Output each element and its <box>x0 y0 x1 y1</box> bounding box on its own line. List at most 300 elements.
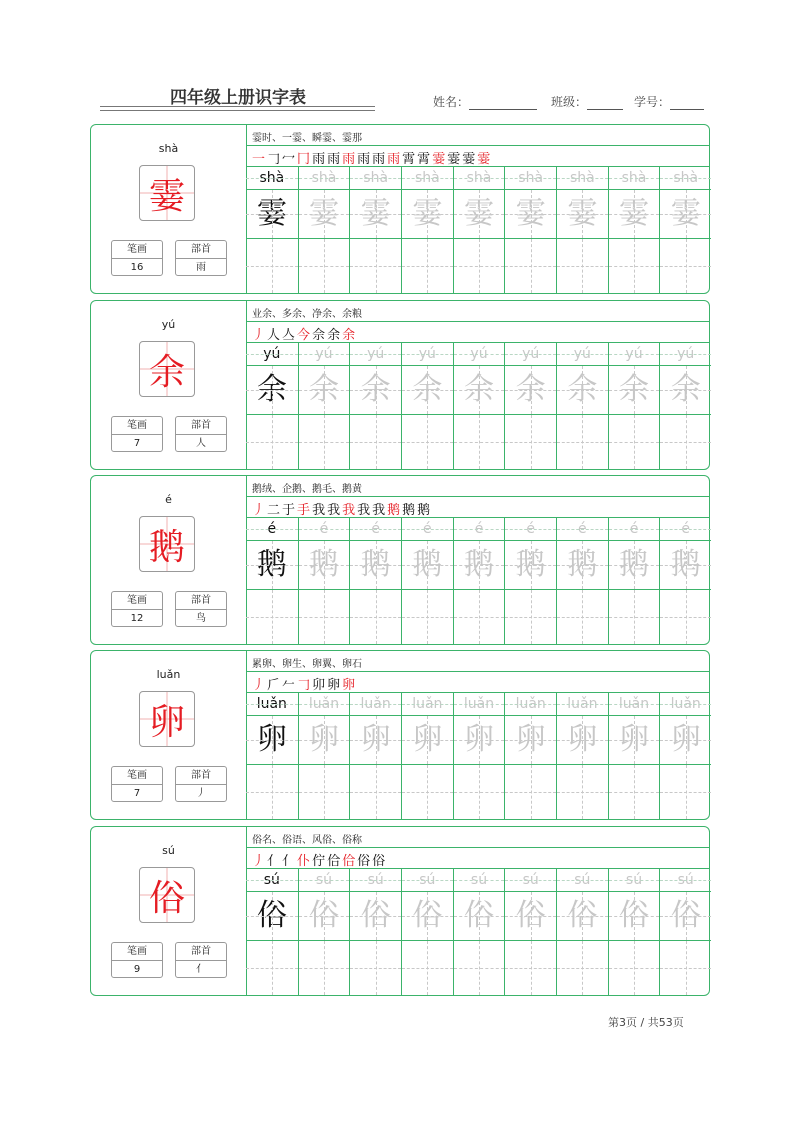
character-trace: 霎 <box>609 190 660 239</box>
stroke-step: 一 <box>252 152 268 167</box>
stroke-step: 霄 <box>417 152 433 167</box>
radical-box <box>175 416 227 452</box>
writing-cell[interactable] <box>609 941 660 995</box>
character-trace: 余 <box>609 366 660 415</box>
main-character: 余 <box>139 341 195 397</box>
stroke-step: 余 <box>327 328 343 343</box>
practice-cell <box>453 869 505 995</box>
practice-cell <box>608 518 660 644</box>
writing-cell[interactable] <box>246 765 298 819</box>
example-words: 累卵、卵生、卵翼、卵石 <box>252 659 362 670</box>
stroke-step: 𠃌 <box>297 678 313 693</box>
char-pinyin: sú <box>162 844 175 857</box>
stroke-step: 雨 <box>372 152 388 167</box>
writing-cell[interactable] <box>299 765 350 819</box>
character-trace: 余 <box>246 366 298 415</box>
strokes-count: 16 <box>130 262 144 273</box>
writing-cell[interactable] <box>505 590 556 644</box>
pinyin-trace: shà <box>454 167 505 190</box>
writing-cell[interactable] <box>557 941 608 995</box>
pinyin-trace: luǎn <box>402 693 453 716</box>
practice-cell <box>401 518 453 644</box>
writing-cell[interactable] <box>246 239 298 293</box>
writing-cell[interactable] <box>609 239 660 293</box>
pinyin-trace: luǎn <box>609 693 660 716</box>
practice-cell <box>246 343 298 469</box>
practice-cell <box>298 693 350 819</box>
stroke-step: 丿 <box>252 503 268 518</box>
stroke-step: 雨 <box>357 152 373 167</box>
stroke-step: 霎 <box>462 152 478 167</box>
practice-cell <box>298 167 350 293</box>
class-field <box>551 93 623 110</box>
character-trace: 俗 <box>350 892 401 941</box>
writing-cell[interactable] <box>402 941 453 995</box>
practice-cell <box>504 693 556 819</box>
practice-cell <box>453 343 505 469</box>
class-blank[interactable] <box>587 97 623 110</box>
character-trace: 卵 <box>609 716 660 765</box>
stroke-order <box>252 499 432 518</box>
stroke-order-row <box>246 671 709 693</box>
pinyin-trace: yú <box>402 343 453 366</box>
writing-cell[interactable] <box>609 765 660 819</box>
stroke-order <box>252 324 357 343</box>
character-trace: 鹅 <box>246 541 298 590</box>
char-pinyin: luǎn <box>156 668 181 681</box>
writing-cell[interactable] <box>660 415 711 469</box>
radical-value: 鸟 <box>196 613 206 624</box>
strokes-box <box>111 416 163 452</box>
practice-cell <box>608 343 660 469</box>
radical-value: 雨 <box>196 262 206 273</box>
radical-box <box>175 942 227 978</box>
practice-cell <box>349 343 401 469</box>
practice-cell <box>349 518 401 644</box>
practice-cell <box>246 167 298 293</box>
card-info <box>91 827 247 995</box>
pinyin-trace: luǎn <box>557 693 608 716</box>
practice-cell <box>659 343 711 469</box>
writing-cell[interactable] <box>505 941 556 995</box>
character-card <box>90 475 710 645</box>
stroke-step: 霎 <box>477 152 493 167</box>
number-field <box>634 93 704 110</box>
writing-cell[interactable] <box>299 941 350 995</box>
pinyin-trace: yú <box>454 343 505 366</box>
character-trace: 俗 <box>505 892 556 941</box>
character-trace: 余 <box>350 366 401 415</box>
pinyin-trace: sú <box>660 869 711 892</box>
character-trace: 鹅 <box>454 541 505 590</box>
stroke-step: 𠃌 <box>267 152 283 167</box>
pinyin-trace: sú <box>402 869 453 892</box>
practice-grid <box>246 869 709 995</box>
strokes-count: 7 <box>133 788 141 799</box>
page-indicator: 第3页 / 共53页 <box>608 1016 684 1029</box>
character-trace: 余 <box>299 366 350 415</box>
pinyin-trace: é <box>609 518 660 541</box>
character-trace: 霎 <box>350 190 401 239</box>
strokes-count: 12 <box>130 613 144 624</box>
stroke-order-row <box>246 496 709 518</box>
writing-cell[interactable] <box>609 415 660 469</box>
stroke-step: 我 <box>357 503 373 518</box>
pinyin-trace: é <box>350 518 401 541</box>
character-trace: 鹅 <box>557 541 608 590</box>
stroke-order <box>252 148 492 167</box>
radical-label: 部首 <box>176 943 226 961</box>
pinyin-trace: yú <box>609 343 660 366</box>
character-trace: 鹅 <box>350 541 401 590</box>
writing-cell[interactable] <box>557 765 608 819</box>
radical-box <box>175 591 227 627</box>
practice-cell <box>608 167 660 293</box>
stroke-step: 佇 <box>312 854 328 869</box>
character-trace: 俗 <box>299 892 350 941</box>
practice-cell <box>504 167 556 293</box>
writing-cell[interactable] <box>246 941 298 995</box>
stroke-step: 冖 <box>282 152 298 167</box>
stroke-step: 鹅 <box>417 503 433 518</box>
character-trace: 余 <box>557 366 608 415</box>
stroke-order <box>252 850 387 869</box>
strokes-count: 9 <box>133 964 141 975</box>
name-field <box>433 93 537 110</box>
pinyin-trace: é <box>505 518 556 541</box>
main-character: 俗 <box>139 867 195 923</box>
character-trace: 霎 <box>246 190 298 239</box>
writing-cell[interactable] <box>246 415 298 469</box>
practice-grid <box>246 693 709 819</box>
strokes-label: 笔画 <box>112 417 162 435</box>
writing-cell[interactable] <box>660 941 711 995</box>
radical-label: 部首 <box>176 417 226 435</box>
stroke-step: 丿 <box>252 678 268 693</box>
card-info <box>91 476 247 644</box>
example-words: 俗名、俗语、风俗、俗称 <box>252 835 362 846</box>
example-words: 业余、多余、净余、余粮 <box>252 309 362 320</box>
card-info <box>91 301 247 469</box>
practice-cell <box>298 869 350 995</box>
pinyin-trace: shà <box>402 167 453 190</box>
stroke-step: 鹅 <box>402 503 418 518</box>
stroke-step: 余 <box>342 328 358 343</box>
stroke-step: 雨 <box>342 152 358 167</box>
pinyin-trace: shà <box>505 167 556 190</box>
writing-cell[interactable] <box>660 590 711 644</box>
stroke-order-row <box>246 321 709 343</box>
practice-cell <box>453 167 505 293</box>
number-blank[interactable] <box>670 97 704 110</box>
practice-area <box>246 651 709 819</box>
name-label: 姓名： <box>433 95 470 109</box>
card-info <box>91 125 247 293</box>
stroke-order <box>252 674 357 693</box>
number-label: 学号： <box>634 95 671 109</box>
pinyin-trace: é <box>557 518 608 541</box>
practice-grid <box>246 167 709 293</box>
stroke-step: 卵 <box>327 678 343 693</box>
writing-cell[interactable] <box>505 239 556 293</box>
character-trace: 鹅 <box>299 541 350 590</box>
character-trace: 俗 <box>402 892 453 941</box>
stroke-step: 二 <box>267 503 283 518</box>
stroke-step: 亼 <box>282 328 298 343</box>
practice-grid <box>246 343 709 469</box>
character-trace: 霎 <box>454 190 505 239</box>
character-trace: 鹅 <box>505 541 556 590</box>
practice-cell <box>246 869 298 995</box>
strokes-label: 笔画 <box>112 592 162 610</box>
practice-cell <box>659 167 711 293</box>
writing-cell[interactable] <box>454 239 505 293</box>
stroke-step: 人 <box>267 328 283 343</box>
writing-cell[interactable] <box>454 941 505 995</box>
writing-cell[interactable] <box>454 415 505 469</box>
writing-cell[interactable] <box>402 590 453 644</box>
writing-cell[interactable] <box>402 239 453 293</box>
stroke-step: 冂 <box>297 152 313 167</box>
strokes-label: 笔画 <box>112 767 162 785</box>
character-trace: 俗 <box>246 892 298 941</box>
character-trace: 余 <box>505 366 556 415</box>
character-trace: 卵 <box>454 716 505 765</box>
character-trace: 鹅 <box>609 541 660 590</box>
character-card <box>90 826 710 996</box>
stroke-step: 俗 <box>372 854 388 869</box>
char-pinyin: yú <box>161 318 176 331</box>
name-blank[interactable] <box>469 97 537 110</box>
stroke-step: 霎 <box>432 152 448 167</box>
practice-area <box>246 301 709 469</box>
radical-value: 人 <box>196 438 206 449</box>
strokes-label: 笔画 <box>112 241 162 259</box>
practice-cell <box>401 167 453 293</box>
example-words: 鹅绒、企鹅、鹅毛、鹅黄 <box>252 484 362 495</box>
pinyin-trace: luǎn <box>505 693 556 716</box>
pinyin-trace: sú <box>609 869 660 892</box>
practice-cell <box>659 693 711 819</box>
main-character: 霎 <box>139 165 195 221</box>
stroke-step: 我 <box>372 503 388 518</box>
stroke-step: 我 <box>342 503 358 518</box>
stroke-step: 𠂉 <box>282 678 298 693</box>
strokes-box <box>111 591 163 627</box>
pinyin-trace: é <box>299 518 350 541</box>
character-trace: 余 <box>402 366 453 415</box>
practice-cell <box>659 518 711 644</box>
stroke-step: 我 <box>327 503 343 518</box>
writing-cell[interactable] <box>660 765 711 819</box>
title-rule <box>100 106 375 111</box>
stroke-step: 佮 <box>327 854 343 869</box>
character-trace: 霎 <box>557 190 608 239</box>
practice-area <box>246 827 709 995</box>
practice-area <box>246 125 709 293</box>
writing-cell[interactable] <box>505 765 556 819</box>
writing-cell[interactable] <box>402 415 453 469</box>
character-trace: 鹅 <box>402 541 453 590</box>
pinyin-trace: shà <box>660 167 711 190</box>
pinyin-trace: sú <box>299 869 350 892</box>
practice-cell <box>401 693 453 819</box>
pinyin-trace: sú <box>557 869 608 892</box>
practice-cell <box>556 693 608 819</box>
stroke-step: 佮 <box>342 854 358 869</box>
writing-cell[interactable] <box>557 590 608 644</box>
character-trace: 霎 <box>505 190 556 239</box>
practice-cell <box>349 167 401 293</box>
stroke-step: 手 <box>297 503 313 518</box>
strokes-count: 7 <box>133 438 141 449</box>
radical-box <box>175 766 227 802</box>
char-pinyin: é <box>165 493 172 506</box>
practice-cell <box>349 869 401 995</box>
writing-cell[interactable] <box>557 239 608 293</box>
strokes-box <box>111 240 163 276</box>
pinyin-trace: sú <box>246 869 298 892</box>
practice-area <box>246 476 709 644</box>
writing-cell[interactable] <box>299 590 350 644</box>
writing-cell[interactable] <box>350 765 401 819</box>
character-card <box>90 650 710 820</box>
card-info <box>91 651 247 819</box>
practice-cell <box>556 518 608 644</box>
character-trace: 霎 <box>660 190 711 239</box>
radical-label: 部首 <box>176 767 226 785</box>
stroke-step: 鹅 <box>387 503 403 518</box>
practice-cell <box>349 693 401 819</box>
practice-cell <box>504 869 556 995</box>
writing-cell[interactable] <box>557 415 608 469</box>
stroke-step: 𠂆 <box>267 678 283 693</box>
practice-cell <box>608 869 660 995</box>
writing-cell[interactable] <box>454 590 505 644</box>
pinyin-trace: é <box>454 518 505 541</box>
stroke-step: 我 <box>312 503 328 518</box>
radical-box <box>175 240 227 276</box>
character-card <box>90 124 710 294</box>
practice-cell <box>401 343 453 469</box>
practice-cell <box>504 343 556 469</box>
stroke-step: 卵 <box>342 678 358 693</box>
radical-value: 亻 <box>196 964 206 975</box>
pinyin-trace: sú <box>454 869 505 892</box>
practice-cell <box>246 693 298 819</box>
pinyin-trace: yú <box>299 343 350 366</box>
pinyin-trace: yú <box>350 343 401 366</box>
practice-grid <box>246 518 709 644</box>
pinyin-trace: shà <box>609 167 660 190</box>
character-trace: 卵 <box>350 716 401 765</box>
writing-cell[interactable] <box>246 590 298 644</box>
stroke-step: 雨 <box>327 152 343 167</box>
stroke-step: 雨 <box>387 152 403 167</box>
radical-label: 部首 <box>176 592 226 610</box>
practice-cell <box>556 869 608 995</box>
stroke-step: 丿 <box>252 854 268 869</box>
writing-cell[interactable] <box>350 239 401 293</box>
stroke-step: 雨 <box>312 152 328 167</box>
pinyin-trace: yú <box>246 343 298 366</box>
practice-cell <box>453 518 505 644</box>
writing-cell[interactable] <box>454 765 505 819</box>
class-label: 班级： <box>551 95 588 109</box>
pinyin-trace: é <box>402 518 453 541</box>
character-trace: 卵 <box>660 716 711 765</box>
stroke-step: 卯 <box>312 678 328 693</box>
character-card <box>90 300 710 470</box>
stroke-step: 霄 <box>402 152 418 167</box>
strokes-label: 笔画 <box>112 943 162 961</box>
stroke-step: 亻 <box>267 854 283 869</box>
example-words: 霎时、一霎、瞬霎、霎那 <box>252 133 362 144</box>
pinyin-trace: yú <box>505 343 556 366</box>
character-trace: 霎 <box>402 190 453 239</box>
stroke-step: 今 <box>297 328 313 343</box>
strokes-box <box>111 942 163 978</box>
practice-cell <box>298 518 350 644</box>
writing-cell[interactable] <box>299 239 350 293</box>
pinyin-trace: luǎn <box>660 693 711 716</box>
character-trace: 俗 <box>609 892 660 941</box>
radical-label: 部首 <box>176 241 226 259</box>
practice-cell <box>659 869 711 995</box>
practice-cell <box>504 518 556 644</box>
stroke-order-row <box>246 847 709 869</box>
radical-value: 丿 <box>196 788 206 799</box>
stroke-step: 于 <box>282 503 298 518</box>
character-trace: 余 <box>454 366 505 415</box>
pinyin-trace: é <box>246 518 298 541</box>
practice-cell <box>246 518 298 644</box>
character-trace: 卵 <box>505 716 556 765</box>
stroke-step: 丿 <box>252 328 268 343</box>
pinyin-trace: yú <box>557 343 608 366</box>
character-trace: 俗 <box>660 892 711 941</box>
pinyin-trace: sú <box>350 869 401 892</box>
pinyin-trace: é <box>660 518 711 541</box>
stroke-step: 霎 <box>447 152 463 167</box>
stroke-step: 佘 <box>312 328 328 343</box>
writing-cell[interactable] <box>350 590 401 644</box>
writing-cell[interactable] <box>402 765 453 819</box>
writing-cell[interactable] <box>350 941 401 995</box>
writing-cell[interactable] <box>299 415 350 469</box>
worksheet-title: 四年级上册识字表 <box>170 88 306 108</box>
pinyin-trace: luǎn <box>454 693 505 716</box>
writing-cell[interactable] <box>660 239 711 293</box>
practice-cell <box>556 343 608 469</box>
stroke-order-row <box>246 145 709 167</box>
stroke-step: 仆 <box>297 854 313 869</box>
writing-cell[interactable] <box>505 415 556 469</box>
writing-cell[interactable] <box>609 590 660 644</box>
writing-cell[interactable] <box>350 415 401 469</box>
character-trace: 卵 <box>299 716 350 765</box>
pinyin-trace: luǎn <box>246 693 298 716</box>
practice-cell <box>453 693 505 819</box>
stroke-step: 亻 <box>282 854 298 869</box>
practice-cell <box>608 693 660 819</box>
character-trace: 俗 <box>557 892 608 941</box>
character-trace: 俗 <box>454 892 505 941</box>
main-character: 卵 <box>139 691 195 747</box>
pinyin-trace: luǎn <box>350 693 401 716</box>
practice-cell <box>298 343 350 469</box>
character-trace: 卵 <box>402 716 453 765</box>
